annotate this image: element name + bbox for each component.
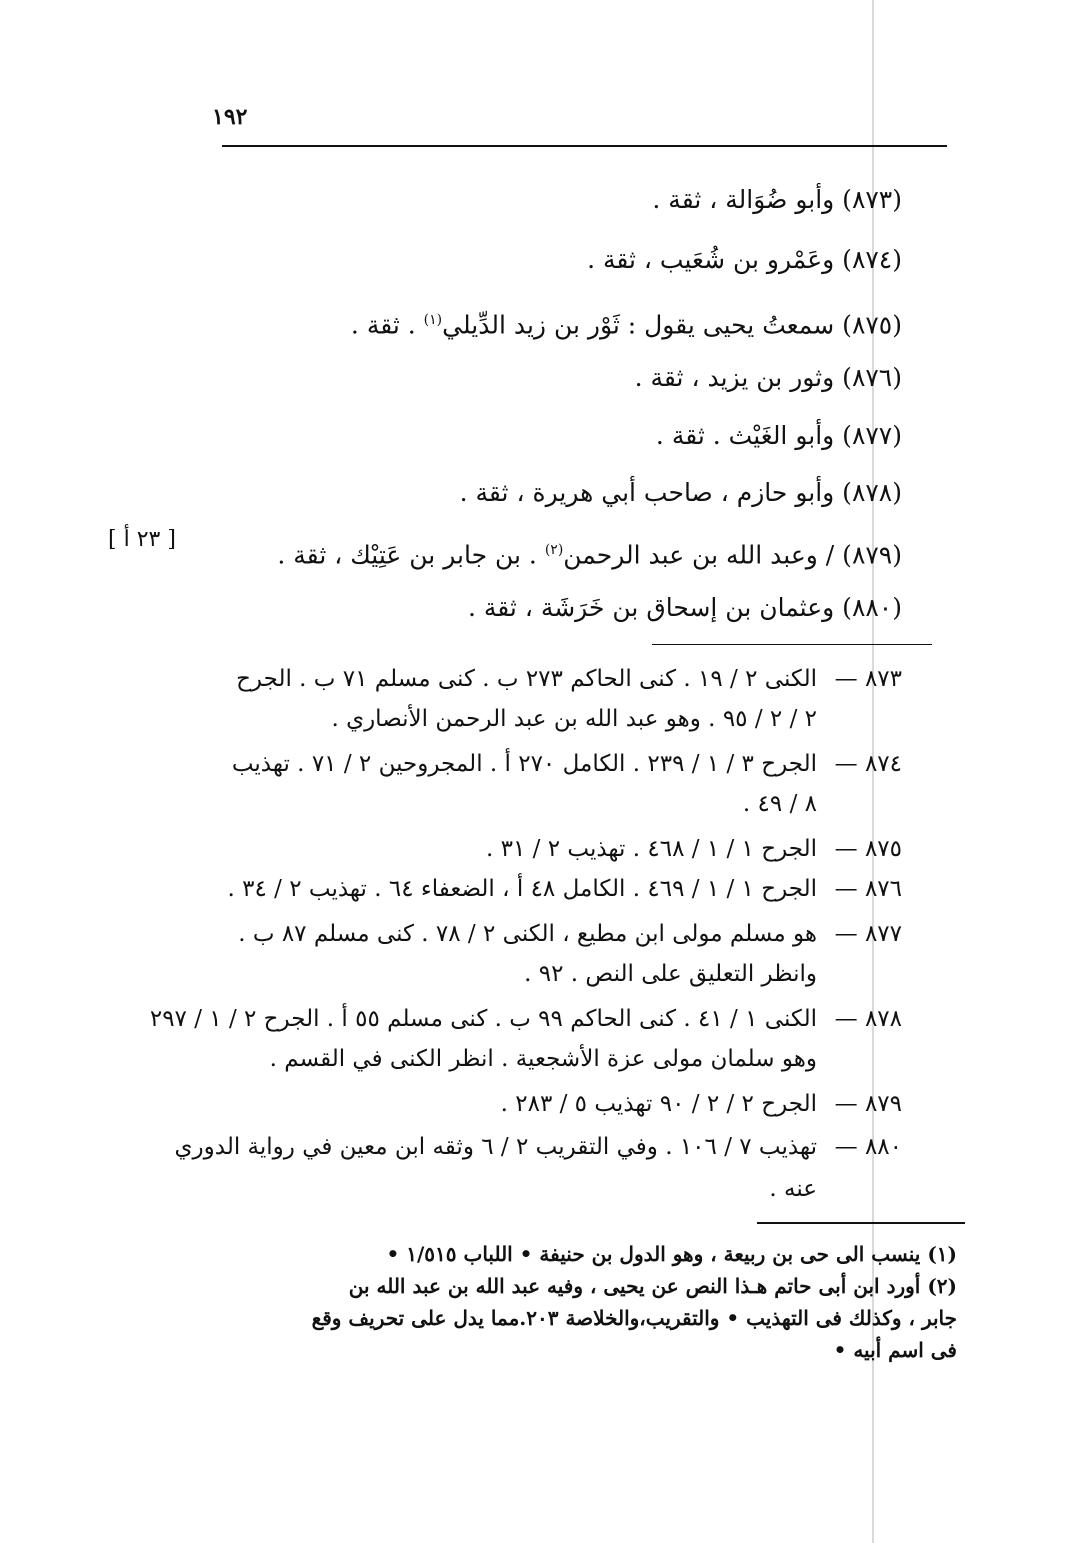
- entry-text: وأبو الغَيْث . ثقة .: [655, 421, 835, 450]
- footnote-2-line3: فى اسم أبيه •: [833, 1338, 957, 1362]
- note-text-873-line2: ٢ / ٢ / ٩٥ . وهو عبد الله بن عبد الرحمن الأنصاري .: [331, 706, 817, 732]
- entry-874: [587, 242, 902, 278]
- entry-876: [635, 360, 902, 396]
- page-number: ١٩٢: [212, 104, 248, 130]
- note-text-880-line1: تهذيب ٧ / ١٠٦ . وفي التقريب ٢ / ٦ وثقه ابن معين في رواية الدوري: [174, 1134, 817, 1160]
- entry-875: [351, 302, 902, 343]
- entry-number: (٨٧٦): [842, 363, 902, 392]
- note-text-877-line1: هو مسلم مولى ابن مطيع ، الكنى ٢ / ٧٨ . كنى مسلم ٨٧ ب .: [238, 921, 817, 947]
- entry-number: (٨٧٤): [842, 245, 902, 274]
- entry-number: (٨٧٧): [842, 421, 902, 450]
- entry-text: وأبو حازم ، صاحب أبي هريرة ، ثقة .: [459, 478, 835, 507]
- folio-marker: [ ٢٣ أ ]: [108, 527, 176, 552]
- entry-text: / وعبد الله بن عبد الرحمن: [563, 540, 835, 570]
- notes-rule: [652, 644, 932, 645]
- note-text-873-line1: الكنى ٢ / ١٩ . كنى الحاكم ٢٧٣ ب . كنى مسلم ٧١ ب . الجرح: [236, 666, 817, 692]
- entry-879: [277, 532, 902, 573]
- note-text-878-line1: الكنى ١ / ٤١ . كنى الحاكم ٩٩ ب . كنى مسلم ٥٥ أ . الجرح ٢ / ١ / ٢٩٧: [149, 1006, 817, 1032]
- entry-877: [656, 418, 902, 454]
- note-number-874: ٨٧٤ —: [834, 751, 902, 777]
- entry-text: سمعتُ يحيى يقول : ثَوْر بن زيد الدِّيلي: [442, 310, 835, 340]
- note-number-875: ٨٧٥ —: [834, 836, 902, 862]
- note-text-880-line2: عنه .: [769, 1176, 817, 1202]
- entry-number: (٨٧٣): [842, 185, 902, 214]
- footnote-ref: (٢): [544, 542, 564, 558]
- note-text-876-line1: الجرح ١ / ١ / ٤٦٩ . الكامل ٤٨ أ ، الضعفاء ٦٤ . تهذيب ٢ / ٣٤ .: [227, 876, 817, 902]
- note-number-878: ٨٧٨ —: [834, 1006, 902, 1032]
- entry-text: وأبو ضُوَالة ، ثقة .: [652, 185, 835, 214]
- entry-text: وعثمان بن إسحاق بن خَرَشَة ، ثقة .: [467, 593, 835, 622]
- footnote-1: (١) ينسب الى حى بن ربيعة ، وهو الدول بن حنيفة • اللباب ١/٥١٥ •: [386, 1242, 957, 1266]
- note-text-878-line2: وهو سلمان مولى عزة الأشجعية . انظر الكنى في القسم .: [269, 1046, 817, 1072]
- entry-text: وثور بن يزيد ، ثقة .: [634, 363, 835, 392]
- note-text-874-line1: الجرح ٣ / ١ / ٢٣٩ . الكامل ٢٧٠ أ . المجروحين ٢ / ٧١ . تهذيب: [231, 751, 817, 777]
- footnote-2-line1: (٢) أورد ابن أبى حاتم هـذا النص عن يحيى ، وفيه عبد الله بن عبد الله بن: [348, 1274, 957, 1298]
- entry-number: (٨٧٥): [842, 310, 902, 340]
- entry-number: (٨٧٩): [842, 540, 902, 570]
- note-number-873: ٨٧٣ —: [834, 666, 902, 692]
- footnote-ref: (١): [423, 312, 443, 328]
- entry-880: [468, 590, 902, 626]
- note-text-874-line2: ٨ / ٤٩ .: [742, 791, 817, 817]
- entry-873: [652, 182, 902, 218]
- note-number-876: ٨٧٦ —: [834, 876, 902, 902]
- note-number-880: ٨٨٠ —: [834, 1134, 902, 1160]
- entry-number: (٨٨٠): [842, 593, 902, 622]
- note-text-877-line2: وانظر التعليق على النص . ٩٢ .: [524, 961, 817, 987]
- entry-text-end: . ثقة .: [350, 310, 416, 340]
- note-number-879: ٨٧٩ —: [834, 1091, 902, 1117]
- footnote-rule: [757, 1222, 965, 1224]
- note-text-879-line1: الجرح ٢ / ٢ / ٩٠ تهذيب ٥ / ٢٨٣ .: [500, 1091, 817, 1117]
- note-text-875-line1: الجرح ١ / ١ / ٤٦٨ . تهذيب ٢ / ٣١ .: [485, 836, 817, 862]
- entry-number: (٨٧٨): [842, 478, 902, 507]
- entry-878: [460, 475, 902, 511]
- entry-text: وعَمْرو بن شُعَيب ، ثقة .: [587, 245, 835, 274]
- note-number-877: ٨٧٧ —: [834, 921, 902, 947]
- footnote-2-line2: جابر ، وكذلك فى التهذيب • والتقريب،والخلاصة ٢٠٣.مما يدل على تحريف وقع: [311, 1306, 957, 1330]
- header-rule: [222, 145, 947, 147]
- entry-text-end: . بن جابر بن عَتِيْك ، ثقة .: [277, 540, 537, 570]
